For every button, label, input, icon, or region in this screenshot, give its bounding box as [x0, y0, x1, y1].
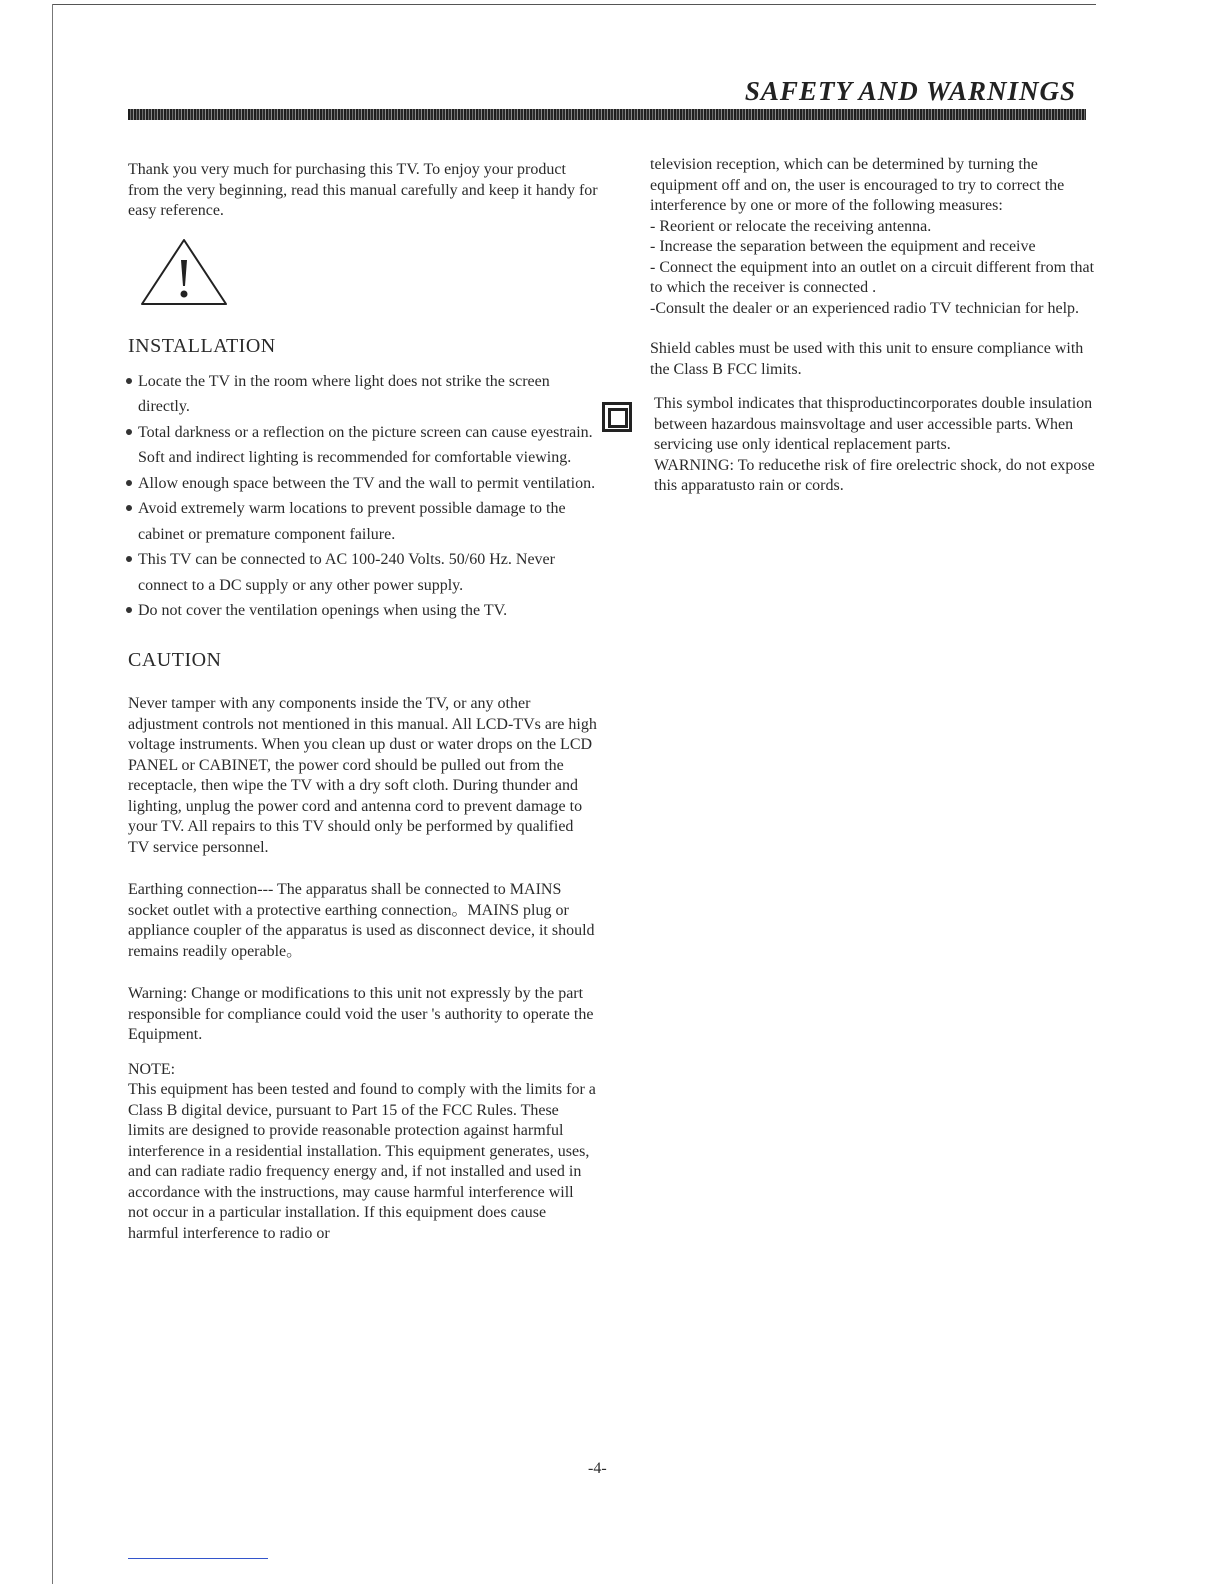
installation-list: [128, 369, 598, 624]
top-rule: [52, 4, 1096, 5]
list-item: - Reorient or relocate the receiving antenna.: [650, 217, 932, 235]
list-item: -Consult the dealer or an experienced radio TV technician for help.: [650, 299, 1080, 317]
page-number: -4-: [588, 1460, 607, 1477]
note-text: This equipment has been tested and found to comply with the limits for a Class B digital device, pursuant to Part 15 of the FCC Rules. These limits are designed to provide reasonable protection against harmful interference in a residential installation. This equipment generates, uses, and can radiate radio frequency energy and, if not installed and used in accordance with the instructions, may cause harmful interference will not occur in a particular installation. If this equipment does cause harmful interference to radio or: [128, 1081, 596, 1242]
footer-link-line: [128, 1558, 268, 1559]
list-item: - Increase the separation between the equipment and receive: [650, 238, 1036, 255]
list-item: Allow enough space between the TV and the wall to permit ventilation.: [128, 471, 598, 497]
caution-paragraph: Never tamper with any components inside the TV, or any other adjustment controls not mentioned in this manual. All LCD-TVs are high voltage instruments. When you clean up dust or water drops on the LCD PANEL or CABINET, the power cord should be pulled out from the receptacle, then wipe the TV with a dry soft cloth. During thunder and lighting, unplug the power cord and antenna cord to prevent damage to your TV. All repairs to this TV should only be performed by qualified TV service personnel.: [128, 695, 597, 856]
list-item: Do not cover the ventilation openings when using the TV.: [128, 598, 598, 624]
installation-heading: INSTALLATION: [128, 335, 276, 357]
warning-triangle-icon: [138, 236, 230, 308]
list-item: - Connect the equipment into an outlet on a circuit different from that to which the receiver is connected .: [650, 258, 1095, 296]
shield-text: Shield cables must be used with this unit to ensure compliance with the Class B FCC limits.: [650, 340, 1084, 378]
list-item: This TV can be connected to AC 100-240 Volts. 50/60 Hz. Never connect to a DC supply or any other power supply.: [128, 547, 598, 598]
warning-paragraph: Warning: Change or modifications to this unit not expressly by the part responsible for compliance could void the user 's authority to operate the Equipment.: [128, 985, 594, 1043]
list-item: Avoid extremely warm locations to prevent possible damage to the cabinet or premature component failure.: [128, 496, 598, 547]
note-label: NOTE:: [128, 1060, 176, 1078]
left-column: [128, 160, 598, 1244]
list-item: Total darkness or a reflection on the picture screen can cause eyestrain. Soft and indirect lighting is recommended for comfortable viewing.: [128, 420, 598, 471]
double-insulation-block: [650, 394, 1100, 497]
symbol-text: This symbol indicates that thisproductincorporates double insulation between hazardous mainsvoltage and user accessible parts. When servicing use only identical replacement parts.: [654, 395, 1093, 453]
caution-heading: CAUTION: [128, 648, 222, 671]
title-underline-bar: [128, 109, 1086, 120]
double-insulation-icon: [602, 402, 632, 432]
list-item: Locate the TV in the room where light does not strike the screen directly.: [128, 369, 598, 420]
right-column: [650, 155, 1100, 497]
earthing-paragraph: Earthing connection--- The apparatus shall be connected to MAINS socket outlet with a protective earthing connection。MAINS plug or appliance coupler of the apparatus is used as disconnect device, it should remains readily operable。: [128, 881, 595, 960]
continued-text: television reception, which can be determined by turning the equipment off and on, the user is encouraged to try to correct the interference by one or more of the following measures:: [650, 156, 1065, 214]
warning-text: WARNING: To reducethe risk of fire orelectric shock, do not expose this apparatusto rain or cords.: [654, 456, 1095, 494]
intro-text: Thank you very much for purchasing this TV. To enjoy your product from the very beginning, read this manual carefully and keep it handy for easy reference.: [128, 161, 598, 219]
left-margin-rule: [52, 4, 53, 1584]
page-title: SAFETY AND WARNINGS: [744, 76, 1076, 106]
